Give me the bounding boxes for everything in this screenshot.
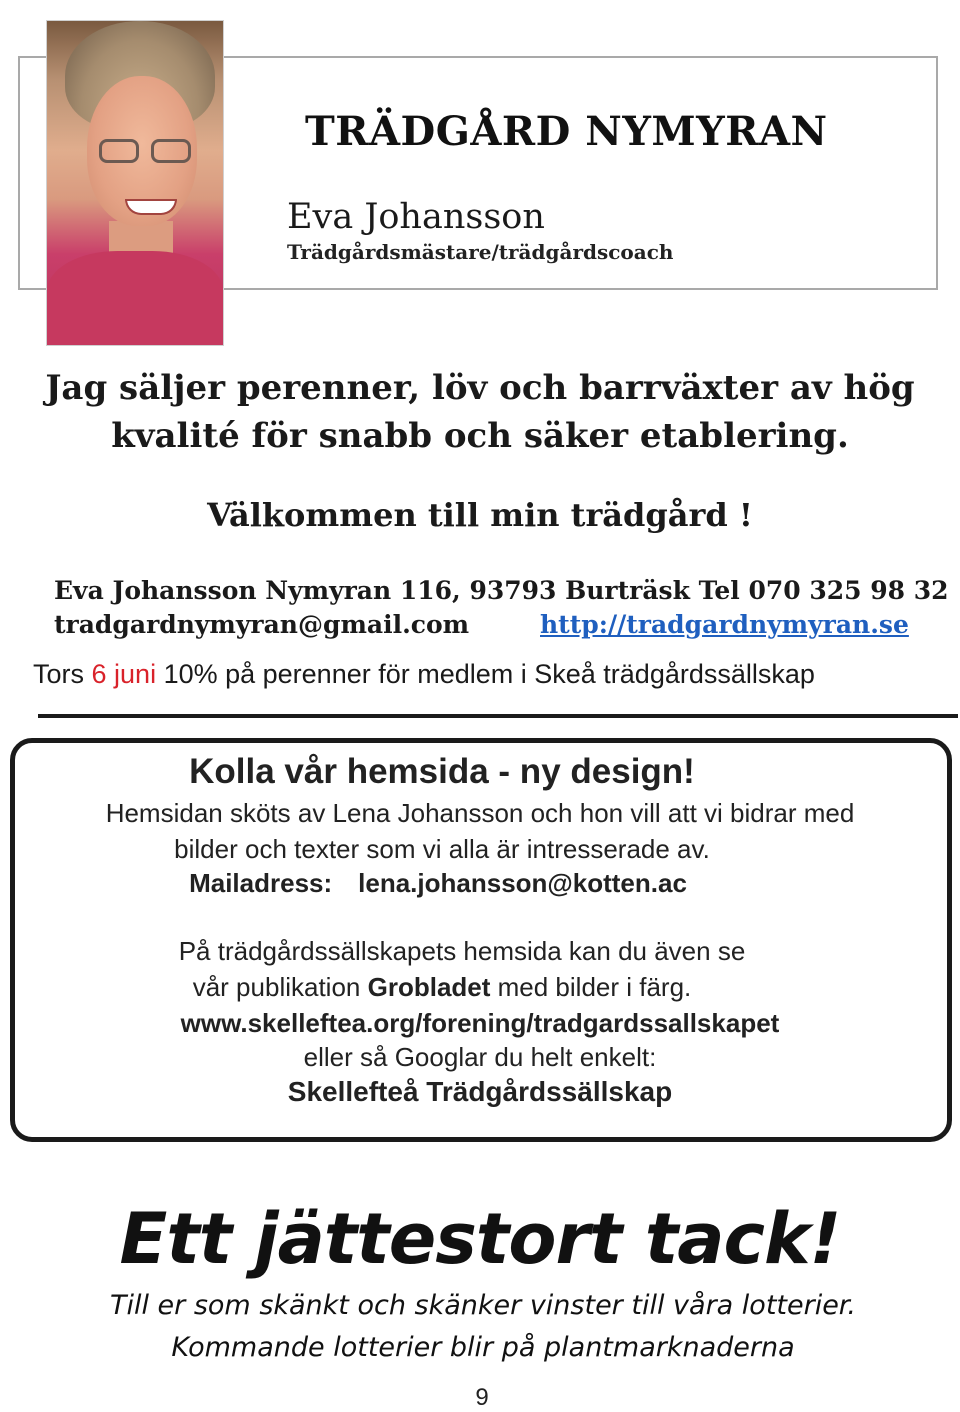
society-name: Skellefteå Trädgårdssällskap bbox=[287, 1076, 673, 1107]
info-publication-line-1: På trädgårdssällskapets hemsida kan du även se bbox=[178, 936, 746, 966]
info-heading: Kolla vår hemsida - ny design! bbox=[189, 752, 695, 791]
info-publication-line-2 bbox=[0, 972, 922, 1003]
pub-prefix: vår publikation bbox=[192, 972, 368, 1002]
publication-name: Grobladet bbox=[367, 972, 491, 1002]
offer-date: 6 juni bbox=[91, 659, 157, 689]
thanks-title: Ett jättestort tack! bbox=[119, 1198, 841, 1280]
ad-role: Trädgårdsmästare/trädgårdscoach bbox=[287, 240, 674, 264]
photo-shirt bbox=[47, 251, 223, 346]
ad-address: Eva Johansson Nymyran 116, 93793 Burträsk Tel 070 325 98 32 bbox=[54, 576, 949, 605]
offer-prefix: Tors bbox=[33, 659, 92, 689]
ad-email[interactable]: tradgardnymyran@gmail.com bbox=[54, 610, 470, 639]
thanks-line-1: Till er som skänkt och skänker vinster till våra lotterier. bbox=[109, 1290, 857, 1321]
photo-glasses bbox=[99, 139, 199, 165]
portrait-photo bbox=[46, 20, 224, 346]
page-number: 9 bbox=[475, 1384, 489, 1411]
offer-line bbox=[33, 659, 815, 690]
google-hint: eller så Googlar du helt enkelt: bbox=[303, 1042, 657, 1072]
mail-label: Mailadress: bbox=[189, 868, 333, 898]
ad-pitch-line-1: Jag säljer perenner, löv och barrväxter av hög bbox=[45, 368, 915, 408]
ad-name: Eva Johansson bbox=[287, 197, 545, 237]
mail-address[interactable]: lena.johansson@kotten.ac bbox=[358, 868, 687, 898]
ad-title: TRÄDGÅRD NYMYRAN bbox=[305, 108, 828, 155]
ad-pitch-line-2: kvalité för snabb och säker etablering. bbox=[111, 416, 849, 456]
offer-suffix: 10% på perenner för medlem i Skeå trädgårdssällskap bbox=[156, 659, 815, 689]
thanks-line-2: Kommande lotterier blir på plantmarknaderna bbox=[171, 1332, 795, 1363]
divider-rule bbox=[38, 714, 958, 718]
ad-welcome: Välkommen till min trädgård ! bbox=[207, 496, 753, 534]
pub-suffix: med bilder i färg. bbox=[490, 972, 692, 1002]
photo-smile bbox=[125, 199, 177, 215]
info-mail-row bbox=[0, 868, 918, 899]
info-text-line-2: bilder och texter som vi alla är intresserade av. bbox=[174, 834, 710, 864]
info-text-line-1: Hemsidan sköts av Lena Johansson och hon vill att vi bidrar med bbox=[105, 798, 855, 828]
ad-url-link[interactable]: http://tradgardnymyran.se bbox=[540, 610, 909, 639]
society-url-link[interactable]: www.skelleftea.org/forening/tradgardssallskapet bbox=[180, 1008, 780, 1038]
